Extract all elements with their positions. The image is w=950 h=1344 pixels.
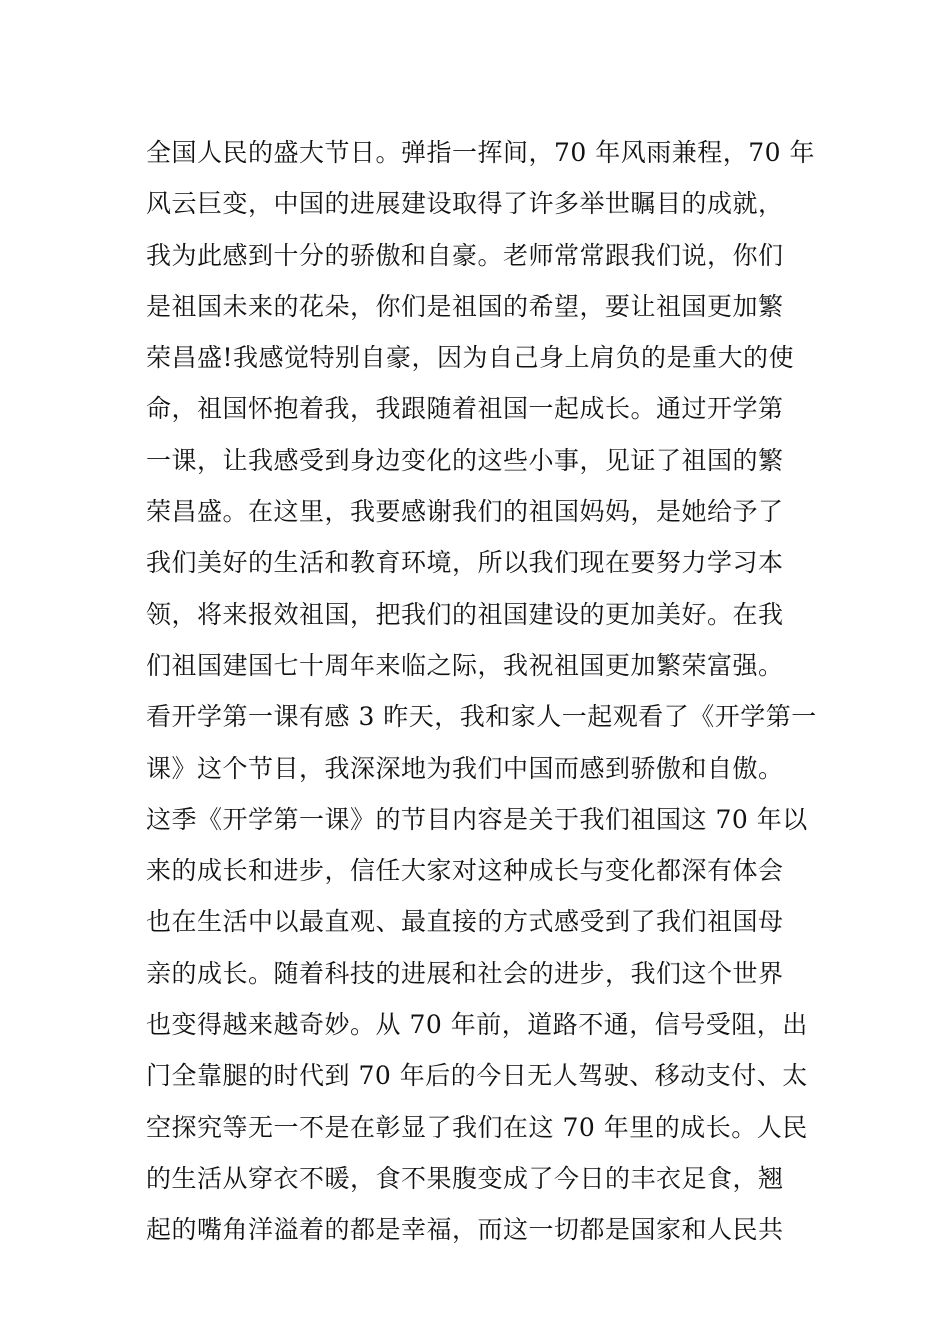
text-line: 荣昌盛!我感觉特别自豪，因为自己身上肩负的是重大的使	[146, 343, 795, 373]
text-line: 风云巨变，中国的进展建设取得了许多举世瞩目的成就，	[146, 189, 784, 219]
text-line: 门全靠腿的时代到 70 年后的今日无人驾驶、移动支付、太	[146, 1061, 808, 1091]
text-line: 也变得越来越奇妙。从 70 年前，道路不通，信号受阻，出	[146, 1010, 808, 1040]
text-line: 亲的成长。随着科技的进展和社会的进步，我们这个世界	[146, 958, 784, 988]
text-line: 全国人民的盛大节日。弹指一挥间，70 年风雨兼程，70 年	[146, 138, 816, 167]
text-line: 我们美好的生活和教育环境，所以我们现在要努力学习本	[146, 548, 784, 578]
text-line: 看开学第一课有感 3 昨天，我和家人一起观看了《开学第一	[146, 702, 817, 732]
text-line: 一课，让我感受到身边变化的这些小事，见证了祖国的繁	[146, 445, 784, 475]
text-line: 也在生活中以最直观、最直接的方式感受到了我们祖国母	[146, 907, 784, 937]
text-line: 起的嘴角洋溢着的都是幸福，而这一切都是国家和人民共	[146, 1215, 784, 1245]
text-line: 课》这个节目，我深深地为我们中国而感到骄傲和自傲。	[146, 753, 784, 783]
text-line: 领，将来报效祖国，把我们的祖国建设的更加美好。在我	[146, 599, 784, 629]
text-line: 们祖国建国七十周年来临之际，我祝祖国更加繁荣富强。	[146, 650, 784, 680]
text-line: 空探究等无一不是在彰显了我们在这 70 年里的成长。人民	[146, 1112, 808, 1142]
text-line: 我为此感到十分的骄傲和自豪。老师常常跟我们说，你们	[146, 240, 784, 270]
text-line: 荣昌盛。在这里，我要感谢我们的祖国妈妈，是她给予了	[146, 497, 784, 527]
text-line: 来的成长和进步，信任大家对这种成长与变化都深有体会	[146, 856, 784, 886]
text-line: 这季《开学第一课》的节目内容是关于我们祖国这 70 年以	[146, 804, 808, 834]
text-line: 的生活从穿衣不暖，食不果腹变成了今日的丰衣足食，翘	[146, 1163, 784, 1193]
body-text	[146, 127, 826, 1256]
text-line: 命，祖国怀抱着我，我跟随着祖国一起成长。通过开学第	[146, 394, 784, 424]
text-line: 是祖国未来的花朵，你们是祖国的希望，要让祖国更加繁	[146, 291, 784, 321]
